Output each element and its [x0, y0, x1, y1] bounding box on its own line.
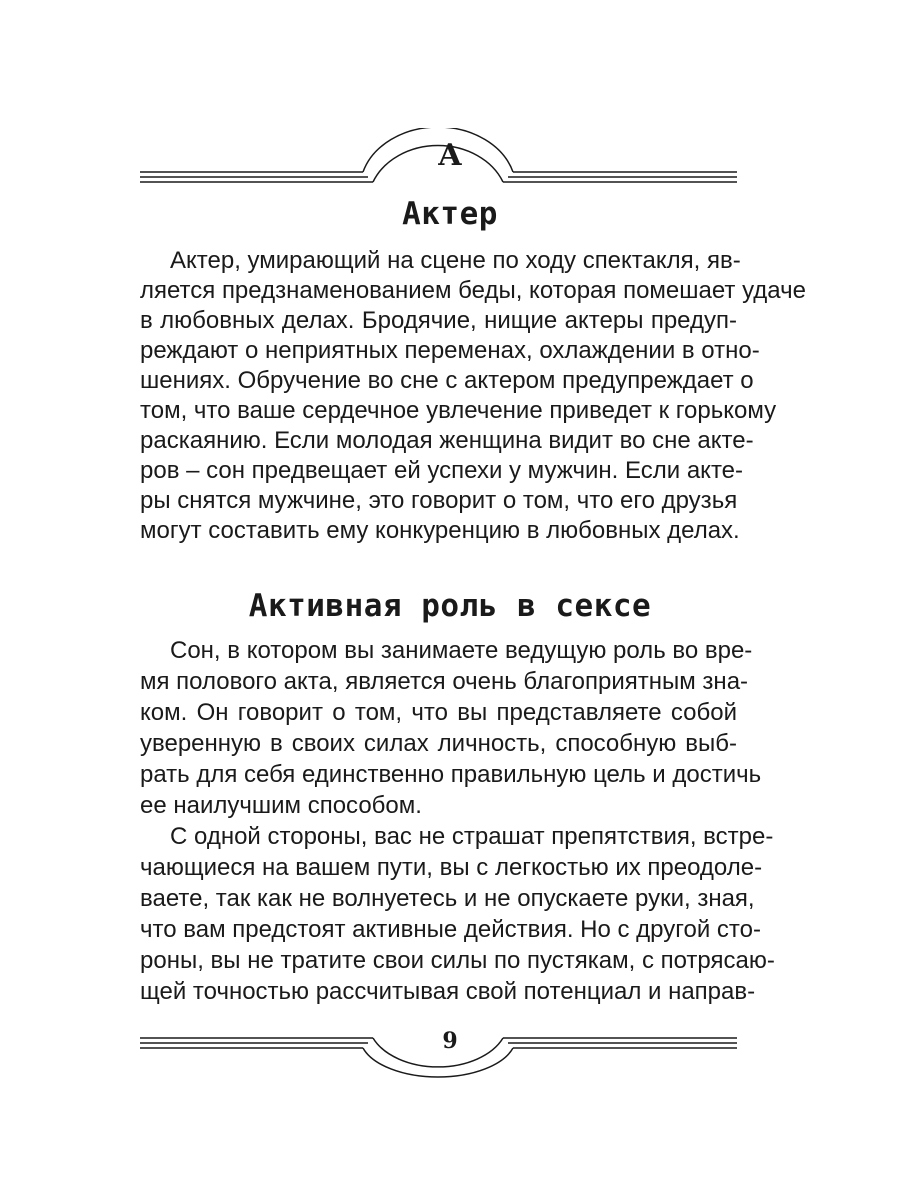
text-line: ров – сон предвещает ей успехи у мужчин. Если акте- [140, 457, 743, 484]
text-line: рать для себя единственно правильную цель и достичь [140, 761, 762, 788]
section-letter: А [437, 138, 463, 173]
section-title-active-role: Активная роль в сексе [248, 588, 652, 624]
text-line: шениях. Обручение во сне с актером предупреждает о [140, 367, 754, 394]
text-line: том, что ваше сердечное увлечение приведет к горькому [140, 397, 777, 424]
text-line: Актер, умирающий на сцене по ходу спектакля, яв- [170, 247, 741, 274]
text-line: Сон, в котором вы занимаете ведущую роль во вре- [170, 637, 753, 664]
text-line: в любовных делах. Бродячие, нищие актеры предуп- [140, 307, 737, 334]
page-number: 9 [442, 1028, 458, 1054]
text-line: роны, вы не тратите свои силы по пустякам, с потрясаю- [140, 947, 775, 974]
section-title-actor: Актер [402, 196, 498, 232]
text-line: ляется предзнаменованием беды, которая помешает удаче [140, 277, 806, 304]
text-line: щей точностью рассчитывая свой потенциал и направ- [140, 978, 756, 1005]
text-line: мя полового акта, является очень благоприятным зна- [140, 668, 749, 695]
text-line: ваете, так как не волнуетесь и не опускаете руки, зная, [140, 885, 755, 912]
text-line: реждают о неприятных переменах, охлаждении в отно- [140, 337, 760, 364]
text-line: уверенную в своих силах личность, способную выб- [140, 730, 737, 757]
text-line: ры снятся мужчине, это говорит о том, что его друзья [140, 487, 738, 514]
text-line: раскаянию. Если молодая женщина видит во сне акте- [140, 427, 754, 454]
text-line: С одной стороны, вас не страшат препятствия, встре- [170, 823, 774, 850]
text-line: что вам предстоят активные действия. Но с другой сто- [140, 916, 761, 943]
text-line: могут составить ему конкуренцию в любовных делах. [140, 517, 740, 544]
text-line: ее наилучшим способом. [140, 792, 422, 819]
text-line: ком. Он говорит о том, что вы представляете собой [140, 699, 737, 726]
text-line: чающиеся на вашем пути, вы с легкостью их преодоле- [140, 854, 763, 881]
